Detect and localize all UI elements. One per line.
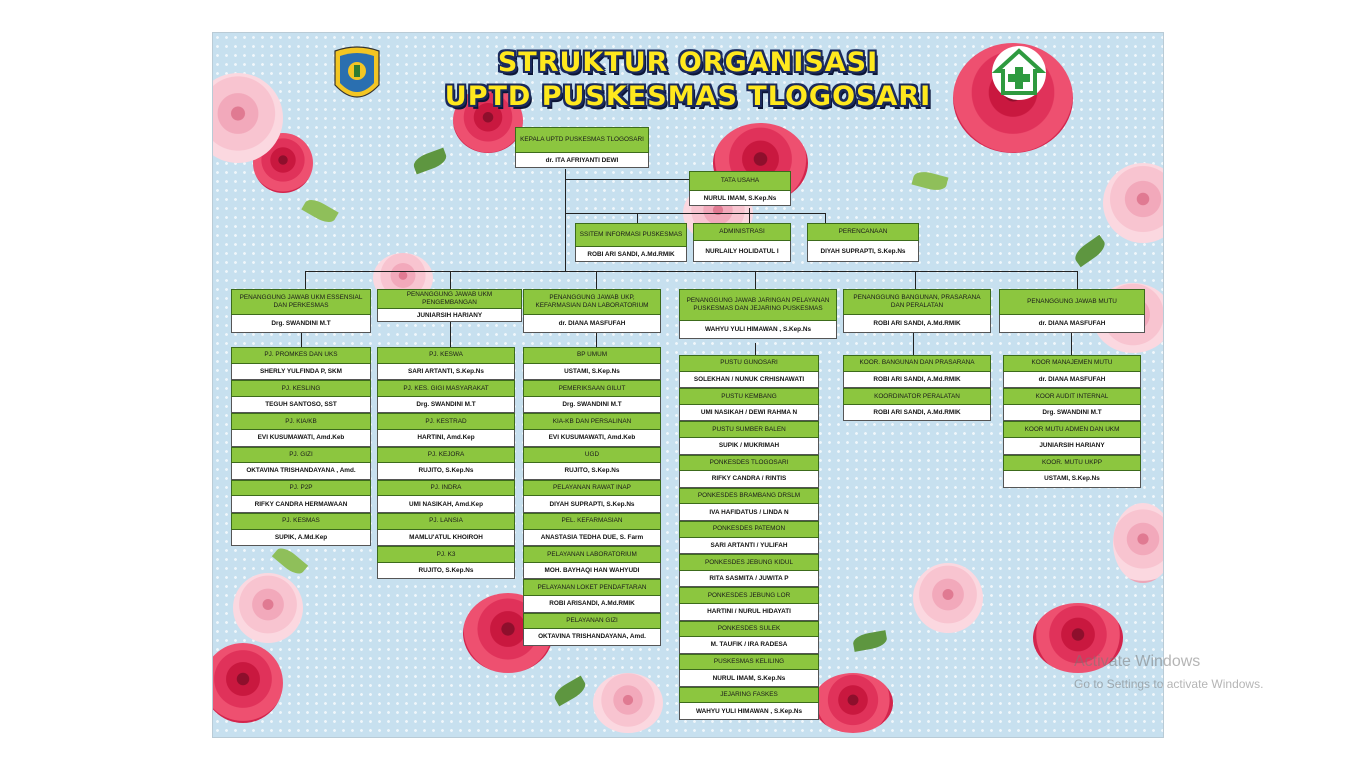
unit-role: PONKESDES TLOGOSARI	[679, 455, 819, 472]
admin-unit-administrasi	[693, 223, 791, 262]
unit-name: ROBI ARISANDI, A.Md.RMIK	[523, 596, 661, 613]
unit-name: USTAMI, S.Kep.Ns	[523, 364, 661, 381]
column-name: Drg. SWANDINI M.T	[231, 315, 371, 333]
unit-role: PJ. KIA/KB	[231, 413, 371, 430]
unit-role: PONKESDES JEBUNG LOR	[679, 587, 819, 604]
unit-name: MAMLU'ATUL KHOIROH	[377, 530, 515, 547]
column-ukm-pengembangan	[377, 289, 522, 322]
unit-name: EVI KUSUMAWATI, Amd.Keb	[523, 430, 661, 447]
unit-role: PJ. K3	[377, 546, 515, 563]
unit-name: RUJITO, S.Kep.Ns	[377, 563, 515, 580]
activate-windows-title: Activate Windows	[1074, 653, 1201, 670]
unit-name: OKTAVINA TRISHANDAYANA, Amd.	[523, 629, 661, 646]
unit-role: PONKESDES JEBUNG KIDUL	[679, 554, 819, 571]
head-role: KEPALA UPTD PUSKESMAS TLOGOSARI	[515, 127, 649, 153]
tata-usaha-name: NURUL IMAM, S.Kep.Ns	[689, 191, 791, 206]
rose-decoration	[212, 643, 283, 723]
unit-name: HARTINI, Amd.Kep	[377, 430, 515, 447]
column-ukm-essensial	[231, 289, 371, 333]
unit-name: SUPIK, A.Md.Kep	[231, 530, 371, 547]
admin-unit-name: ROBI ARI SANDI, A.Md.RMIK	[575, 247, 687, 262]
unit-role: KOOR AUDIT INTERNAL	[1003, 388, 1141, 405]
admin-unit-name: NURLAILY HOLIDATUL I	[693, 241, 791, 262]
unit-stack-jaringan	[679, 355, 819, 720]
rose-decoration	[593, 673, 663, 733]
admin-unit-sistem-informasi	[575, 223, 687, 262]
unit-name: M. TAUFIK / IRA RADESA	[679, 637, 819, 654]
unit-role: PELAYANAN LABORATORIUM	[523, 546, 661, 563]
unit-role: BP UMUM	[523, 347, 661, 364]
leaf-decoration	[1071, 235, 1108, 268]
unit-name: Drg. SWANDINI M.T	[523, 397, 661, 414]
unit-role: PJ. LANSIA	[377, 513, 515, 530]
unit-name: EVI KUSUMAWATI, Amd.Keb	[231, 430, 371, 447]
column-name: WAHYU YULI HIMAWAN , S.Kep.Ns	[679, 321, 837, 339]
unit-role: PELAYANAN GIZI	[523, 613, 661, 630]
admin-unit-name: DIYAH SUPRAPTI, S.Kep.Ns	[807, 241, 919, 262]
unit-name: RUJITO, S.Kep.Ns	[523, 463, 661, 480]
leaf-decoration	[301, 196, 338, 227]
unit-role: PJ. KESMAS	[231, 513, 371, 530]
unit-name: Drg. SWANDINI M.T	[377, 397, 515, 414]
leaf-decoration	[551, 676, 588, 707]
column-role: PENANGGUNG JAWAB UKP, KEFARMASIAN DAN LABORATORIUM	[523, 289, 661, 315]
column-role: PENANGGUNG JAWAB JARINGAN PELAYANAN PUSKESMAS DAN JEJARING PUSKESMAS	[679, 289, 837, 321]
leaf-decoration	[272, 544, 308, 578]
unit-name: SUPIK / MUKRIMAH	[679, 438, 819, 455]
unit-role: KOOR. BANGUNAN DAN PRASARANA	[843, 355, 991, 372]
column-role: PENANGGUNG JAWAB UKM PENGEMBANGAN	[377, 289, 522, 309]
unit-name: SARI ARTANTI, S.Kep.Ns	[377, 364, 515, 381]
rose-decoration	[1113, 503, 1164, 583]
unit-name: OKTAVINA TRISHANDAYANA , Amd.	[231, 463, 371, 480]
column-jaringan	[679, 289, 837, 339]
unit-role: PUSKESMAS KELILING	[679, 654, 819, 671]
unit-role: PJ. KESLING	[231, 380, 371, 397]
column-name: ROBI ARI SANDI, A.Md.RMIK	[843, 315, 991, 333]
tata-usaha-role: TATA USAHA	[689, 171, 791, 191]
admin-unit-role: SSITEM INFORMASI PUSKESMAS	[575, 223, 687, 247]
unit-name: MOH. BAYHAQI HAN WAHYUDI	[523, 563, 661, 580]
rose-decoration	[233, 573, 303, 643]
unit-name: RITA SASMITA / JUWITA P	[679, 571, 819, 588]
unit-name: ANASTASIA TEDHA DUE, S. Farm	[523, 530, 661, 547]
unit-role: PUSTU KEMBANG	[679, 388, 819, 405]
unit-role: PJ. PROMKES DAN UKS	[231, 347, 371, 364]
column-ukp	[523, 289, 661, 333]
org-chart-poster	[212, 32, 1164, 738]
unit-stack-ukm-essensial	[231, 347, 371, 546]
column-bangunan	[843, 289, 991, 333]
unit-name: UMI NASIKAH, Amd.Kep	[377, 496, 515, 513]
unit-role: PUSTU SUMBER BALEN	[679, 421, 819, 438]
column-role: PENANGGUNG BANGUNAN, PRASARANA DAN PERALATAN	[843, 289, 991, 315]
unit-role: KOOR MANAJEMEN MUTU	[1003, 355, 1141, 372]
activate-windows-subtitle: Go to Settings to activate Windows.	[1074, 677, 1264, 691]
tata-usaha-box	[689, 171, 791, 206]
unit-name: RIFKY CANDRA / RINTIS	[679, 471, 819, 488]
unit-name: IVA HAFIDATUS / LINDA N	[679, 504, 819, 521]
column-name: JUNIARSIH HARIANY	[377, 309, 522, 322]
unit-role: PJ. P2P	[231, 480, 371, 497]
unit-role: PEMERIKSAAN GILUT	[523, 380, 661, 397]
unit-role: PELAYANAN LOKET PENDAFTARAN	[523, 579, 661, 596]
unit-name: HARTINI / NURUL HIDAYATI	[679, 604, 819, 621]
unit-role: PONKESDES BRAMBANG DRSLM	[679, 488, 819, 505]
unit-role: PEL. KEFARMASIAN	[523, 513, 661, 530]
column-role: PENANGGUNG JAWAB MUTU	[999, 289, 1145, 315]
unit-role: KOOR. MUTU UKPP	[1003, 455, 1141, 472]
unit-role: PJ. KES. GIGI MASYARAKAT	[377, 380, 515, 397]
poster-subtitle: UPTD PUSKESMAS TLOGOSARI	[444, 81, 932, 112]
unit-name: ROBI ARI SANDI, A.Md.RMIK	[843, 405, 991, 422]
unit-name: SHERLY YULFINDA P, SKM	[231, 364, 371, 381]
admin-unit-perencanaan	[807, 223, 919, 262]
rose-decoration	[1103, 163, 1164, 243]
admin-unit-role: ADMINISTRASI	[693, 223, 791, 241]
unit-role: PJ. KESTRAD	[377, 413, 515, 430]
unit-stack-mutu	[1003, 355, 1141, 488]
unit-role: PJ. KEJORA	[377, 447, 515, 464]
column-name: dr. DIANA MASFUFAH	[523, 315, 661, 333]
unit-name: SARI ARTANTI / YULIFAH	[679, 538, 819, 555]
unit-name: SOLEKHAN / NUNUK CRHISNAWATI	[679, 372, 819, 389]
column-role: PENANGGUNG JAWAB UKM ESSENSIAL DAN PERKESMAS	[231, 289, 371, 315]
leaf-decoration	[411, 148, 448, 175]
unit-role: PJ. KESWA	[377, 347, 515, 364]
unit-name: RUJITO, S.Kep.Ns	[377, 463, 515, 480]
column-name: dr. DIANA MASFUFAH	[999, 315, 1145, 333]
unit-role: PELAYANAN RAWAT INAP	[523, 480, 661, 497]
unit-name: RIFKY CANDRA HERMAWAAN	[231, 496, 371, 513]
unit-role: PONKESDES PATEMON	[679, 521, 819, 538]
poster-title: STRUKTUR ORGANISASI	[497, 47, 879, 78]
unit-role: JEJARING FASKES	[679, 687, 819, 704]
leaf-decoration	[852, 630, 888, 652]
unit-name: WAHYU YULI HIMAWAN , S.Kep.Ns	[679, 703, 819, 720]
unit-role: PUSTU GUNOSARI	[679, 355, 819, 372]
leaf-decoration	[912, 169, 949, 193]
unit-stack-bangunan	[843, 355, 991, 421]
admin-unit-role: PERENCANAAN	[807, 223, 919, 241]
unit-name: NURUL IMAM, S.Kep.Ns	[679, 670, 819, 687]
unit-name: dr. DIANA MASFUFAH	[1003, 372, 1141, 389]
unit-name: Drg. SWANDINI M.T	[1003, 405, 1141, 422]
unit-stack-ukp	[523, 347, 661, 646]
rose-decoration	[813, 673, 893, 733]
head-box	[515, 127, 649, 168]
unit-name: DIYAH SUPRAPTI, S.Kep.Ns	[523, 496, 661, 513]
unit-role: PONKESDES SULEK	[679, 621, 819, 638]
unit-role: KOORDINATOR PERALATAN	[843, 388, 991, 405]
unit-name: ROBI ARI SANDI, A.Md.RMIK	[843, 372, 991, 389]
unit-name: TEGUH SANTOSO, SST	[231, 397, 371, 414]
unit-name: USTAMI, S.Kep.Ns	[1003, 471, 1141, 488]
unit-stack-ukm-pengembangan	[377, 347, 515, 579]
rose-decoration	[913, 563, 983, 633]
unit-name: UMI NASIKAH / DEWI RAHMA N	[679, 405, 819, 422]
head-name: dr. ITA AFRIYANTI DEWI	[515, 153, 649, 168]
unit-role: UGD	[523, 447, 661, 464]
unit-role: KOOR MUTU ADMEN DAN UKM	[1003, 421, 1141, 438]
unit-name: JUNIARSIH HARIANY	[1003, 438, 1141, 455]
unit-role: KIA-KB DAN PERSALINAN	[523, 413, 661, 430]
column-mutu	[999, 289, 1145, 333]
unit-role: PJ. GIZI	[231, 447, 371, 464]
unit-role: PJ. INDRA	[377, 480, 515, 497]
